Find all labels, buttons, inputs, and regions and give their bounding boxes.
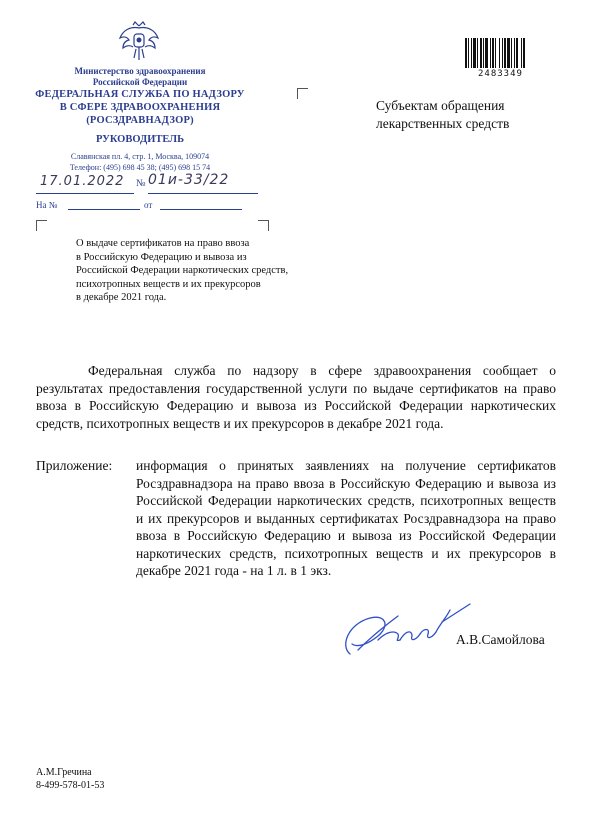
- coat-of-arms-icon: [115, 16, 163, 64]
- barcode-icon: [465, 38, 550, 68]
- corner-mark: [258, 220, 269, 231]
- appendix-label: Приложение:: [36, 458, 113, 473]
- appendix-text: информация о принятых заявлениях на получение сертификатов Росздравнадзора на право ввоза в Российскую Федерацию и вывоза из Российской Федерации наркотических средств, психотропных веществ и их прекурсоров и выданных сертификатах Росздравнадзора на право ввоза в Российскую Федерацию и вывоза из Российской Федерации наркотических средств, психотропных веществ и их прекурсоров в декабре 2021 года - на 1 л. в 1 экз.: [136, 458, 556, 578]
- reference-prefix: На №: [36, 200, 58, 210]
- signer-name: А.В.Самойлова: [456, 632, 545, 647]
- agency-address: Славянская пл. 4, стр. 1, Москва, 109074 Телефон: (495) 698 45 38; (495) 698 15 74: [69, 152, 211, 172]
- ministry-name: Министерство здравоохранения Российской Федерации: [74, 66, 206, 87]
- head-title: РУКОВОДИТЕЛЬ: [95, 134, 185, 145]
- registration-date: 17.01.2022: [40, 174, 125, 189]
- number-sign: №: [136, 178, 146, 189]
- number-underline: [148, 193, 258, 194]
- date-underline: [36, 193, 134, 194]
- agency-name: ФЕДЕРАЛЬНАЯ СЛУЖБА ПО НАДЗОРУ В СФЕРЕ ЗДРАВООХРАНЕНИЯ (РОСЗДРАВНАДЗОР): [35, 89, 245, 126]
- reference-date-line: [160, 209, 242, 210]
- barcode-number: 2483349: [478, 69, 523, 79]
- handwritten-signature: [338, 596, 488, 666]
- corner-mark: [297, 88, 308, 99]
- reference-number-line: [68, 209, 140, 210]
- registration-number: 01и-33/22: [148, 172, 230, 188]
- executor-phone: 8-499-578-01-53: [36, 780, 105, 791]
- executor-name: А.М.Гречина: [36, 767, 92, 778]
- reference-from: от: [144, 200, 153, 210]
- executor-info: [36, 766, 104, 792]
- letter-body: Федеральная служба по надзору в сфере здравоохранения сообщает о результатах предоставления государственной услуги по выдаче сертификатов на право ввоза в Российскую Федерацию и вывоза из Российской Федерации наркотических средств, психотропных веществ и их прекурсоров в декабре 2021 года.: [36, 363, 556, 431]
- corner-mark: [36, 220, 47, 231]
- letter-subject: О выдаче сертификатов на право ввоза в Российскую Федерацию и вывоза из Российской Федерации наркотических средств, психотропных веществ и их прекурсоров в декабре 2021 года.: [76, 238, 289, 303]
- recipient-address: Субъектам обращения лекарственных средств: [376, 98, 510, 131]
